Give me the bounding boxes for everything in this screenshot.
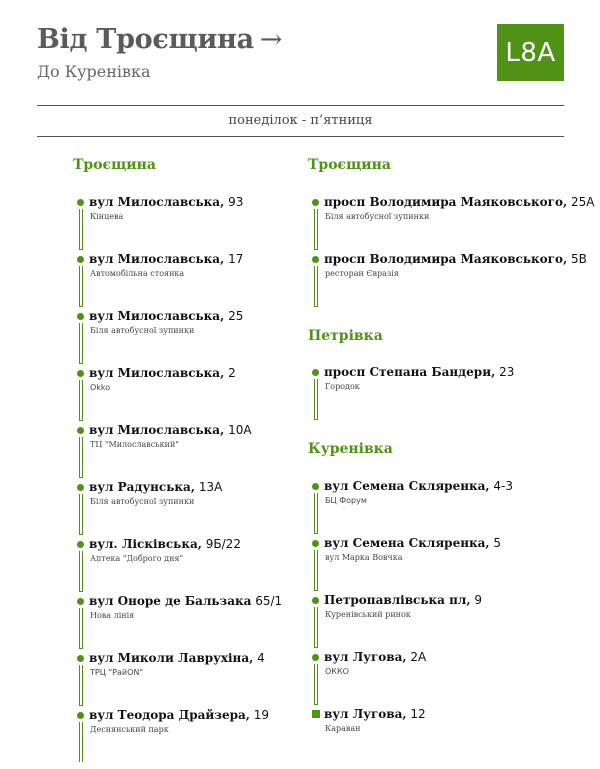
stop-name — [324, 707, 426, 722]
stop-marker-icon — [77, 712, 84, 719]
route-line — [79, 665, 83, 706]
route-line — [79, 380, 83, 421]
stop-name — [324, 593, 482, 608]
stop-street: вул Семена Скляренка, — [324, 479, 490, 493]
stop-number: 25 — [224, 309, 244, 323]
route-number-badge: L8A — [497, 24, 564, 81]
stop-name — [89, 195, 243, 210]
divider-bottom — [37, 136, 564, 137]
stop-landmark: ОККО — [325, 667, 349, 676]
route-line — [79, 494, 83, 535]
stop-landmark: ТРЦ "РайON" — [90, 668, 144, 677]
route-line — [314, 209, 318, 250]
origin-label: Від Троєщина — [37, 24, 254, 55]
stop-number: 19 — [249, 708, 270, 722]
stop-street: вул Семена Скляренка, — [324, 536, 490, 550]
route-origin-title — [37, 24, 282, 55]
stop-marker-icon — [312, 483, 319, 490]
stop-landmark: Караван — [325, 724, 361, 733]
stop-number: 4-3 — [489, 479, 514, 493]
stop-name — [324, 195, 595, 210]
stop-marker-icon — [77, 655, 84, 662]
stop-number: 25А — [567, 195, 595, 209]
stop-number: 5 — [489, 536, 502, 550]
stop-name — [89, 366, 236, 381]
section-title: Куренівка — [308, 441, 393, 457]
divider-top — [37, 105, 564, 106]
stop-street: вул Радунська, — [89, 480, 195, 494]
section-title: Петрівка — [308, 328, 383, 344]
stop-number: 9 — [470, 593, 482, 607]
stop-marker-icon — [312, 540, 319, 547]
stop-number: 23 — [495, 365, 515, 379]
stop-number: 13А — [195, 480, 223, 494]
stop-number: 2А — [406, 650, 427, 664]
arrow-right-icon: → — [259, 24, 283, 55]
stop-landmark: Автомобільна стоянка — [90, 269, 185, 278]
stop-number: 4 — [253, 651, 265, 665]
route-line — [79, 323, 83, 364]
stop-marker-icon — [77, 256, 84, 263]
route-line — [79, 551, 83, 592]
stop-name — [89, 651, 265, 666]
stop-landmark: Деснянський парк — [90, 725, 169, 734]
route-destination: До Куренівка — [37, 62, 151, 81]
stop-number: 5В — [567, 252, 587, 266]
stop-marker-icon — [77, 427, 84, 434]
route-line — [314, 493, 318, 534]
stop-name — [324, 479, 513, 494]
stop-street: вул Оноре де Бальзака — [89, 594, 252, 608]
route-line — [314, 664, 318, 705]
stop-landmark: БЦ Форум — [325, 496, 367, 505]
route-line — [314, 550, 318, 591]
stop-landmark: ТЦ "Милославський" — [90, 440, 179, 449]
stop-number: 9Б/22 — [201, 537, 241, 551]
stop-street: вул Лугова, — [324, 650, 407, 664]
stop-street: вул Милославська, — [89, 366, 225, 380]
stop-street: вул Лугова, — [324, 707, 407, 721]
stop-marker-icon — [77, 370, 84, 377]
stop-name — [324, 365, 514, 380]
stop-marker-icon — [77, 541, 84, 548]
stop-marker-icon — [312, 369, 319, 376]
stop-marker-icon — [77, 484, 84, 491]
service-days: понеділок - п’ятниця — [228, 113, 373, 128]
stop-name — [89, 423, 252, 438]
stop-name — [89, 309, 243, 324]
stop-number: 17 — [224, 252, 244, 266]
stop-street: Петропавлівська пл, — [324, 593, 471, 607]
stop-landmark: Біля автобусної зупинки — [90, 497, 195, 506]
right-stops-column — [308, 155, 595, 733]
route-line — [79, 266, 83, 307]
stop-street: просп Степана Бандери, — [324, 365, 496, 379]
route-line — [314, 607, 318, 648]
stop-landmark: Кінцева — [90, 212, 124, 221]
stop-number: 93 — [224, 195, 244, 209]
stop-landmark: Городок — [325, 382, 360, 391]
stop-name — [89, 252, 243, 267]
stop-marker-icon — [312, 654, 319, 661]
stop-landmark: ресторан Євразія — [325, 269, 399, 278]
route-line — [79, 437, 83, 478]
stop-marker-icon — [312, 256, 319, 263]
stop-street: просп Володимира Маяковського, — [324, 195, 568, 209]
stop-name — [89, 708, 269, 723]
stop-street: вул Милославська, — [89, 252, 225, 266]
stop-name — [89, 594, 282, 609]
stop-number: 12 — [406, 707, 426, 721]
stop-landmark: Okko — [90, 383, 111, 392]
stop-landmark: Нова лінія — [90, 611, 135, 620]
route-line — [79, 608, 83, 649]
route-line — [79, 209, 83, 250]
stop-street: вул Миколи Лаврухіна, — [89, 651, 254, 665]
stop-landmark: Біля автобусної зупинки — [90, 326, 195, 335]
stop-street: просп Володимира Маяковського, — [324, 252, 568, 266]
stop-street: вул Милославська, — [89, 423, 225, 437]
stop-landmark: вул Марка Вовчка — [325, 553, 403, 562]
stop-street: вул. Лісківська, — [89, 537, 202, 551]
left-stops-column — [73, 155, 298, 734]
stop-street: вул Милославська, — [89, 309, 225, 323]
section-title: Троєщина — [73, 157, 156, 173]
terminal-stop-icon — [312, 710, 320, 718]
stop-marker-icon — [312, 597, 319, 604]
stop-name — [89, 537, 241, 552]
stop-marker-icon — [77, 313, 84, 320]
stop-marker-icon — [77, 598, 84, 605]
section-title: Троєщина — [308, 157, 391, 173]
route-line — [314, 266, 318, 307]
stop-marker-icon — [312, 199, 319, 206]
stop-landmark: Куренівський ринок — [325, 610, 411, 619]
stop-landmark: Біля автобусної зупинки — [325, 212, 430, 221]
stop-name — [324, 650, 426, 665]
stop-street: вул Теодора Драйзера, — [89, 708, 250, 722]
stop-number: 65/1 — [251, 594, 283, 608]
stop-street: вул Милославська, — [89, 195, 225, 209]
stop-name — [324, 252, 587, 267]
stop-name — [324, 536, 501, 551]
route-line — [79, 722, 83, 762]
stop-number: 2 — [224, 366, 236, 380]
stop-marker-icon — [77, 199, 84, 206]
stop-landmark: Аптека "Доброго дня" — [90, 554, 184, 563]
route-line — [314, 379, 318, 420]
stop-number: 10А — [224, 423, 252, 437]
stop-name — [89, 480, 222, 495]
